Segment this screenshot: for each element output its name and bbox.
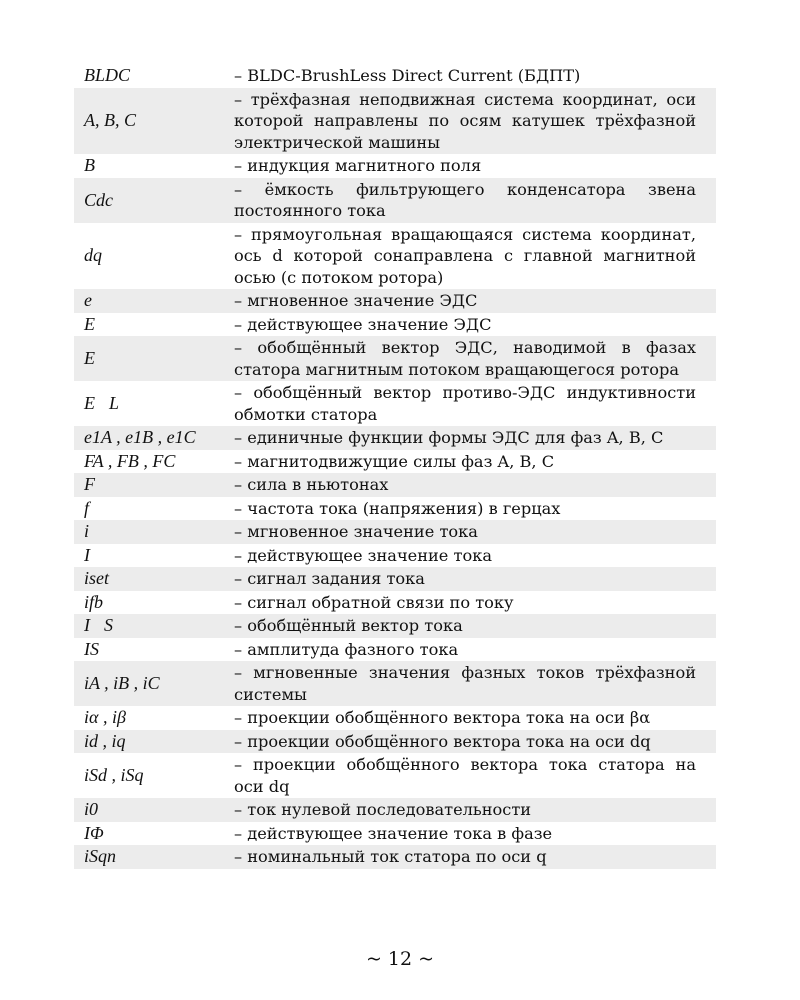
symbol-label: iA , iB , iC bbox=[84, 673, 160, 693]
table-row bbox=[74, 223, 716, 290]
table-row bbox=[74, 706, 716, 730]
description-cell: – ток нулевой последовательности bbox=[226, 798, 716, 822]
description-cell: – магнитодвижущие силы фаз A, B, C bbox=[234, 451, 555, 471]
symbol-cell bbox=[74, 614, 226, 638]
table-row bbox=[74, 336, 716, 381]
description-cell: – мгновенное значение тока bbox=[226, 520, 716, 544]
symbol-cell bbox=[74, 822, 226, 846]
symbol-cell bbox=[74, 497, 226, 521]
table-row bbox=[74, 822, 716, 846]
symbol-label: id , iq bbox=[84, 730, 126, 751]
symbol-cell bbox=[74, 661, 226, 706]
table-row bbox=[74, 661, 716, 706]
table-row bbox=[74, 64, 716, 88]
table-row bbox=[74, 520, 716, 544]
description-cell: – амплитуда фазного тока bbox=[234, 639, 459, 659]
symbol-label: e1A , e1B , e1C bbox=[84, 427, 196, 448]
symbol-label: f bbox=[84, 497, 90, 518]
table-row bbox=[74, 497, 716, 521]
page-number: ~ 12 ~ bbox=[365, 948, 435, 970]
symbol-label: IΦ bbox=[84, 822, 104, 843]
table-row bbox=[74, 289, 716, 313]
notation-table bbox=[74, 64, 716, 869]
description-cell: – проекции обобщённого вектора тока статора на оси dq bbox=[234, 755, 696, 796]
table-row bbox=[74, 313, 716, 337]
symbol-cell bbox=[74, 638, 226, 662]
table-row bbox=[74, 381, 716, 426]
symbol-cell bbox=[74, 154, 226, 178]
table-row bbox=[74, 730, 716, 754]
table-row bbox=[74, 473, 716, 497]
description-cell: – прямоугольная вращающаяся система координат, ось d которой сонаправлена с главной магнитной осью (с потоком ротора) bbox=[234, 224, 696, 287]
table-row bbox=[74, 591, 716, 615]
description-cell: – проекции обобщённого вектора тока на оси βα bbox=[234, 708, 651, 727]
table-row bbox=[74, 798, 716, 822]
table-row bbox=[74, 88, 716, 155]
description-cell: – единичные функции формы ЭДС для фаз A, B, C bbox=[226, 426, 716, 450]
description-cell: – ёмкость фильтрующего конденсатора звена постоянного тока bbox=[226, 178, 716, 223]
symbol-label: iSd , iSq bbox=[84, 765, 144, 785]
symbol-label: I bbox=[84, 544, 90, 565]
table-row bbox=[74, 845, 716, 869]
table-row bbox=[74, 544, 716, 568]
description-cell: – обобщённый вектор тока bbox=[226, 614, 716, 638]
table-row bbox=[74, 426, 716, 450]
symbol-cell bbox=[74, 450, 226, 474]
symbols-table bbox=[74, 64, 716, 869]
description-cell: – сила в ньютонах bbox=[226, 473, 716, 497]
symbol-label: E⃗ bbox=[84, 348, 109, 368]
symbol-label: BLDC bbox=[84, 65, 131, 86]
symbol-label: B bbox=[84, 155, 95, 176]
symbol-cell bbox=[74, 426, 226, 450]
symbol-cell bbox=[74, 706, 226, 730]
description-cell: – действующее значение тока bbox=[234, 545, 493, 565]
symbol-label: FA , FB , FC bbox=[84, 450, 176, 471]
symbol-cell bbox=[74, 473, 226, 497]
description-cell: – мгновенное значение ЭДС bbox=[226, 289, 716, 313]
symbol-cell bbox=[74, 544, 226, 568]
symbol-cell bbox=[74, 520, 226, 544]
symbol-cell bbox=[74, 289, 226, 313]
description-cell: – номинальный ток статора по оси q bbox=[226, 845, 716, 869]
symbol-label: ifb bbox=[84, 591, 104, 612]
description-cell: – действующее значение тока в фазе bbox=[234, 823, 553, 843]
description-cell: – мгновенные значения фазных токов трёхфазной системы bbox=[226, 661, 716, 706]
symbol-label: E⃗L bbox=[84, 393, 120, 413]
symbol-label: iSqn bbox=[84, 846, 117, 867]
symbol-cell bbox=[74, 381, 226, 426]
description-cell: – трёхфазная неподвижная система координат, оси которой направлены по осям катушек трёхфазной электрической машины bbox=[226, 88, 716, 155]
symbol-cell bbox=[74, 730, 226, 754]
table-row bbox=[74, 450, 716, 474]
symbol-label: i bbox=[84, 521, 90, 542]
table-row bbox=[74, 154, 716, 178]
symbol-label: I⃗S bbox=[84, 615, 113, 636]
symbol-label: e bbox=[84, 290, 92, 311]
symbol-label: iset bbox=[84, 568, 109, 589]
symbol-cell bbox=[74, 336, 226, 381]
description-cell: – проекции обобщённого вектора тока на оси dq bbox=[226, 730, 716, 754]
table-row bbox=[74, 178, 716, 223]
description-cell: – частота тока (напряжения) в герцах bbox=[234, 498, 561, 518]
table-row bbox=[74, 753, 716, 798]
symbol-cell bbox=[74, 178, 226, 223]
description-cell: – сигнал обратной связи по току bbox=[234, 592, 514, 612]
symbol-cell bbox=[74, 798, 226, 822]
symbol-label: iα , iβ bbox=[84, 707, 126, 728]
symbol-cell bbox=[74, 64, 226, 88]
symbol-cell bbox=[74, 591, 226, 615]
symbol-cell bbox=[74, 313, 226, 337]
symbol-cell bbox=[74, 223, 226, 290]
symbol-cell bbox=[74, 88, 226, 155]
symbol-label: A, B, C bbox=[84, 110, 136, 131]
symbol-label: IS bbox=[84, 638, 99, 659]
description-cell: – обобщённый вектор ЭДС, наводимой в фазах статора магнитным потоком вращающегося ротора bbox=[226, 336, 716, 381]
description-cell: – действующее значение ЭДС bbox=[234, 314, 492, 334]
table-row bbox=[74, 638, 716, 662]
symbol-label: F bbox=[84, 474, 95, 495]
description-cell: – сигнал задания тока bbox=[226, 567, 716, 591]
symbol-label: Cdc bbox=[84, 189, 113, 210]
table-row bbox=[74, 614, 716, 638]
table-row bbox=[74, 567, 716, 591]
symbol-cell bbox=[74, 845, 226, 869]
description-cell: – индукция магнитного поля bbox=[234, 156, 482, 175]
symbol-label: dq bbox=[84, 245, 102, 266]
description-cell: – BLDC-BrushLess Direct Current (БДПТ) bbox=[234, 66, 581, 85]
symbol-cell bbox=[74, 753, 226, 798]
symbol-label: i0 bbox=[84, 799, 99, 820]
description-cell: – обобщённый вектор противо-ЭДС индуктивности обмотки статора bbox=[234, 383, 696, 424]
symbol-label: E bbox=[84, 313, 95, 334]
symbol-cell bbox=[74, 567, 226, 591]
